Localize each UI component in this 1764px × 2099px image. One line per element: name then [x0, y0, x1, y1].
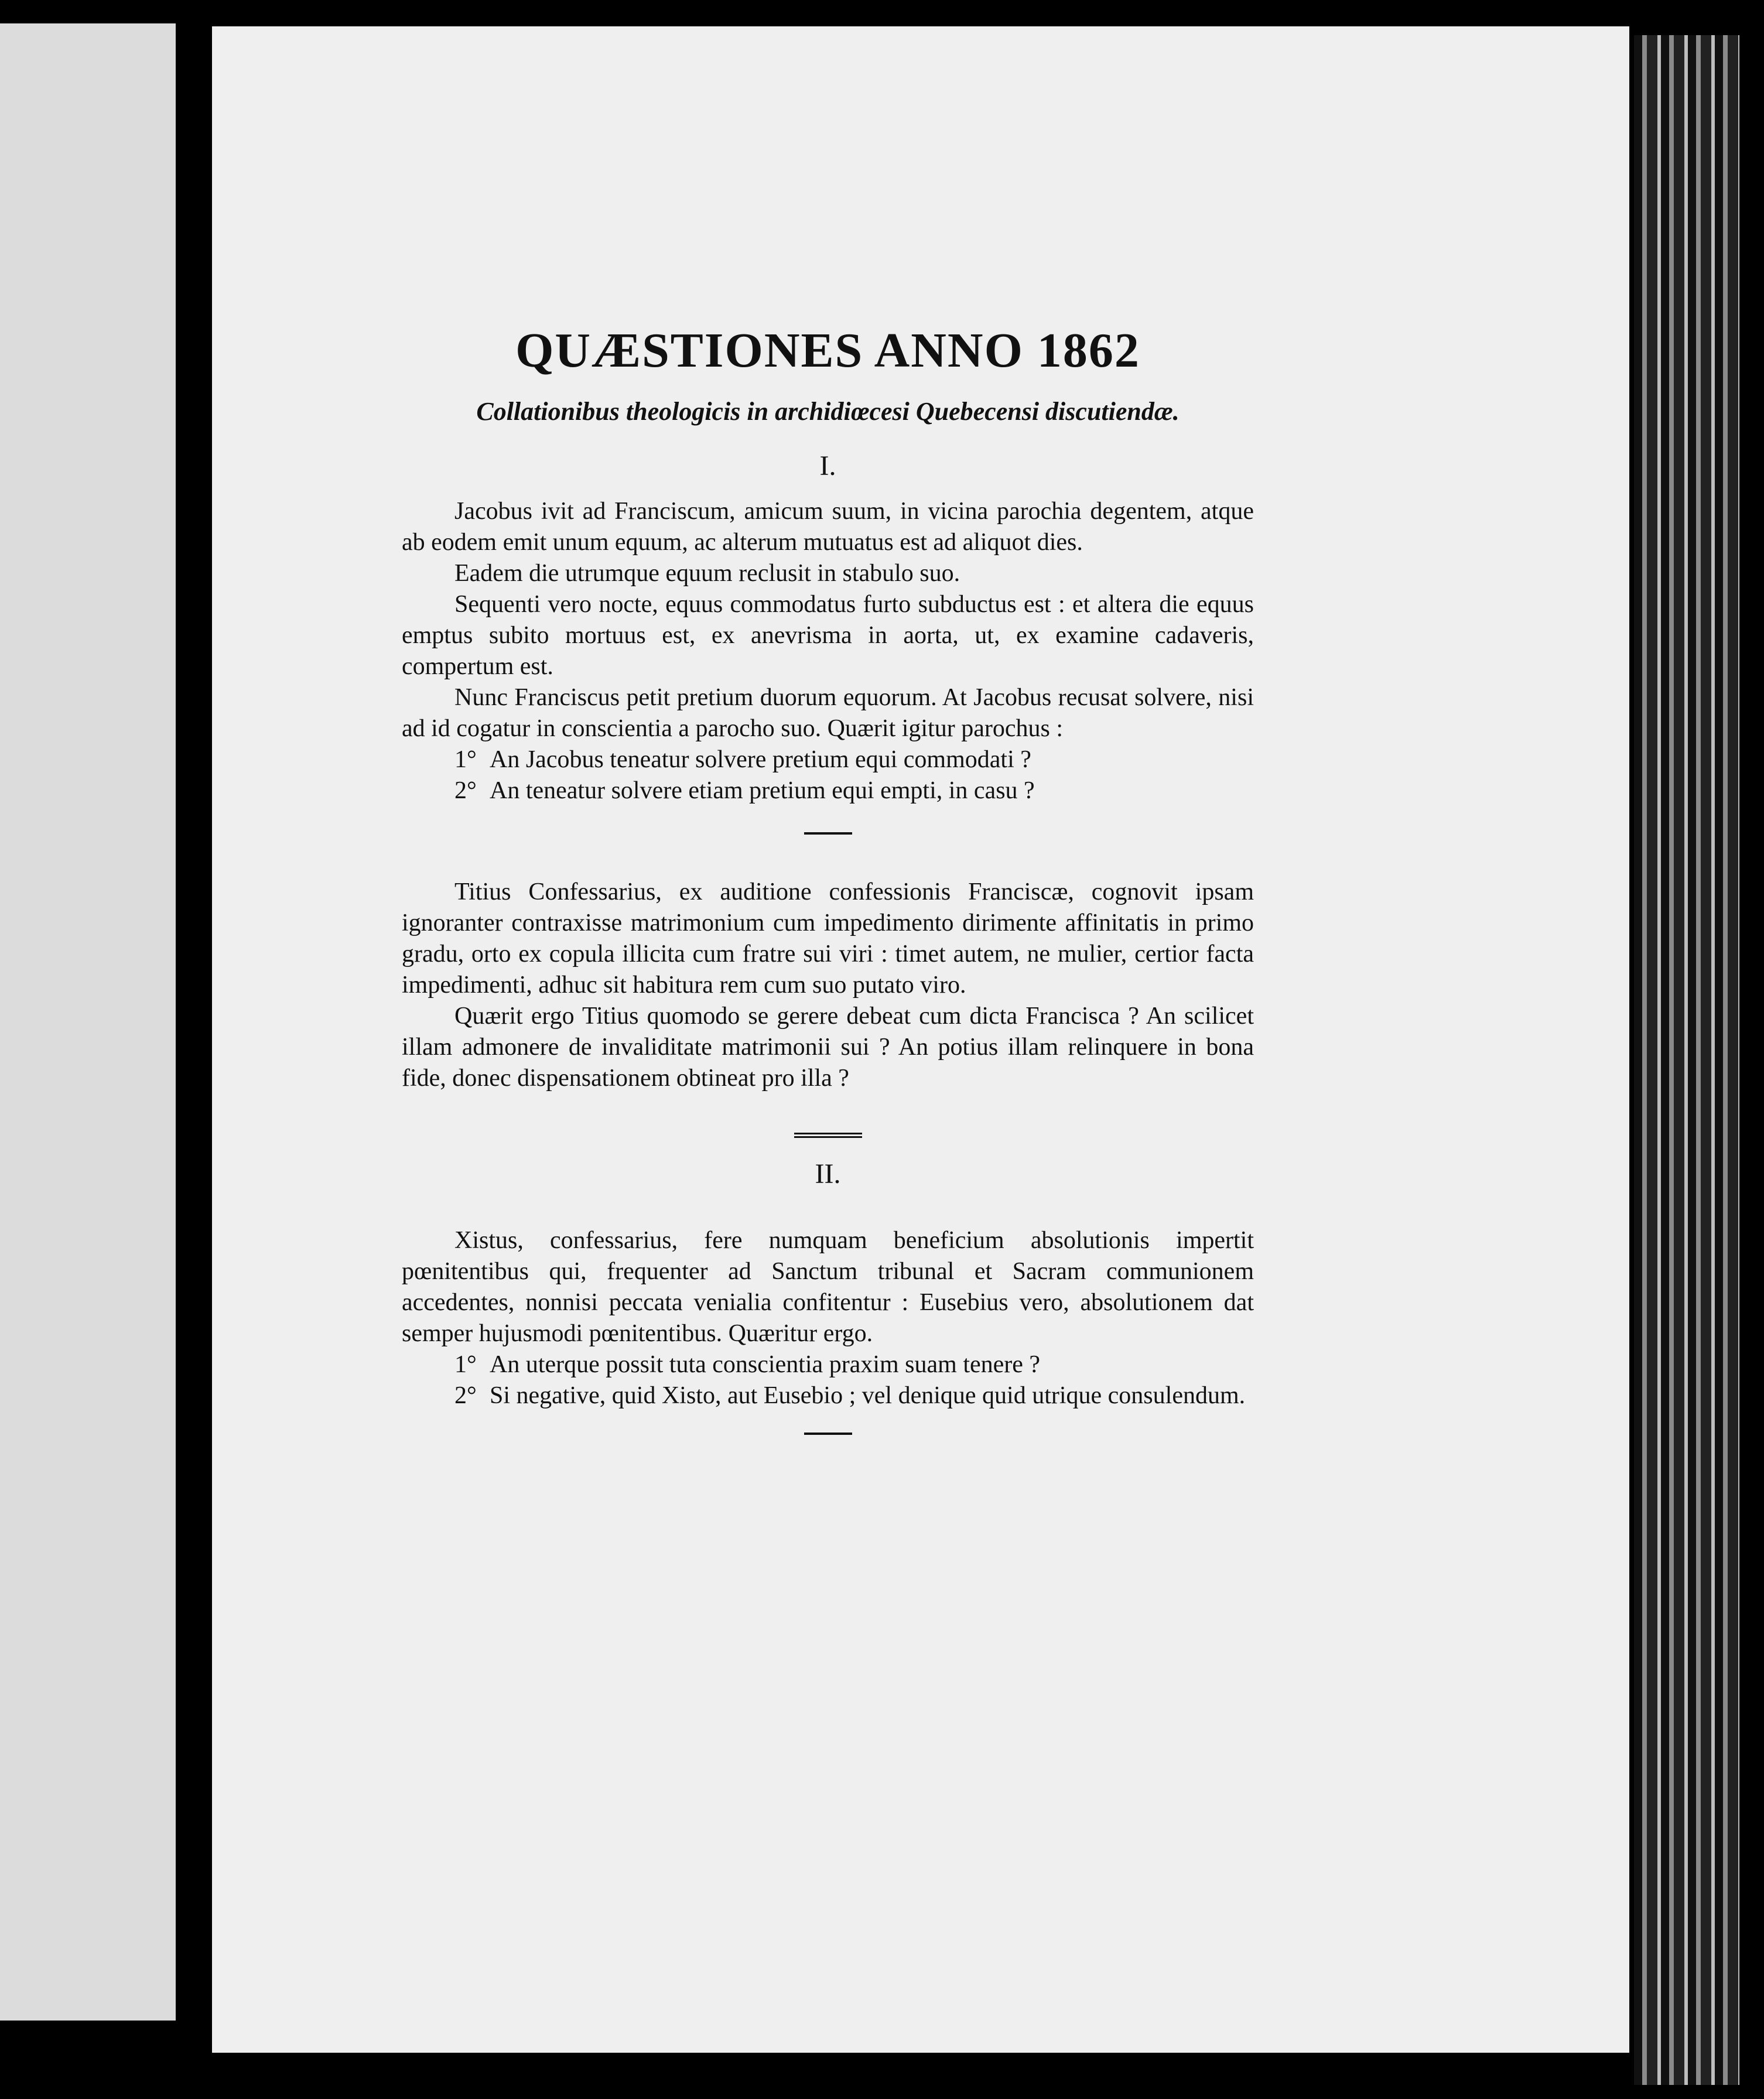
- page-subtitle: Collationibus theologicis in archidiœcesi Quebecensi discutiendæ.: [476, 397, 1180, 426]
- question-item: [402, 775, 1254, 806]
- page-title: QUÆSTIONES ANNO 1862: [515, 323, 1140, 378]
- question-item: [402, 744, 1254, 775]
- end-rule: [804, 1433, 852, 1435]
- question-number: 2°: [454, 777, 477, 804]
- question-item: [402, 1349, 1254, 1380]
- section-number-2: II.: [815, 1158, 841, 1189]
- paragraph: Titius Confessarius, ex auditione confessionis Franciscæ, cognovit ipsam ignoranter contraxisse matrimonium cum impedimento dirimente affinitatis in primo gradu, orto ex copula illicita cum fratre sui viri : timet autem, ne mulier, certior facta impedimenti, adhuc sit habitura rem cum suo putato viro.: [402, 878, 1254, 999]
- question-text: An uterque possit tuta conscientia praxim suam tenere ?: [490, 1351, 1041, 1378]
- paragraph: Xistus, confessarius, fere numquam beneficium absolutionis impertit pœnitentibus qui, frequenter ad Sanctum tribunal et Sacram communionem accedentes, nonnisi peccata venialia confitentur : Eusebius vero, absolutionem dat semper hujusmodi pœnitentibus. Quæritur ergo.: [402, 1227, 1254, 1347]
- section-divider: [794, 1133, 862, 1138]
- gutter-shadow: [176, 23, 204, 2021]
- question-item: [402, 1380, 1254, 1411]
- page-edges-right: [1634, 35, 1739, 2085]
- paragraph: Quærit ergo Titius quomodo se gerere debeat cum dicta Francisca ? An scilicet illam admonere de invaliditate matrimonii sui ? An potius illam relinquere in bona fide, donec dispensationem obtineat pro illa ?: [402, 1003, 1254, 1092]
- question-text: Si negative, quid Xisto, aut Eusebio ; vel denique quid utrique consulendum.: [490, 1382, 1246, 1409]
- paragraph: Sequenti vero nocte, equus commodatus furto subductus est : et altera die equus emptus subito mortuus est, ex anevrisma in aorta, ut, ex examine cadaveris, compertum est.: [402, 591, 1254, 680]
- question-number: 1°: [454, 1351, 477, 1378]
- question-number: 1°: [454, 746, 477, 773]
- separator-rule: [804, 832, 852, 835]
- section-number-1: I.: [819, 450, 836, 481]
- paragraph: Nunc Franciscus petit pretium duorum equorum. At Jacobus recusat solvere, nisi ad id cogatur in conscientia a parocho suo. Quærit igitur parochus :: [402, 684, 1254, 742]
- document-content: [402, 322, 1254, 1435]
- paragraph: Jacobus ivit ad Franciscum, amicum suum, in vicina parochia degentem, atque ab eodem emit unum equum, ac alterum mutuatus est ad aliquot dies.: [402, 498, 1254, 556]
- paragraph: Eadem die utrumque equum reclusit in stabulo suo.: [454, 560, 960, 587]
- question-text: An Jacobus teneatur solvere pretium equi commodati ?: [490, 746, 1031, 773]
- question-number: 2°: [454, 1382, 477, 1409]
- left-page-fragment: [0, 23, 184, 2021]
- question-text: An teneatur solvere etiam pretium equi empti, in casu ?: [490, 777, 1035, 804]
